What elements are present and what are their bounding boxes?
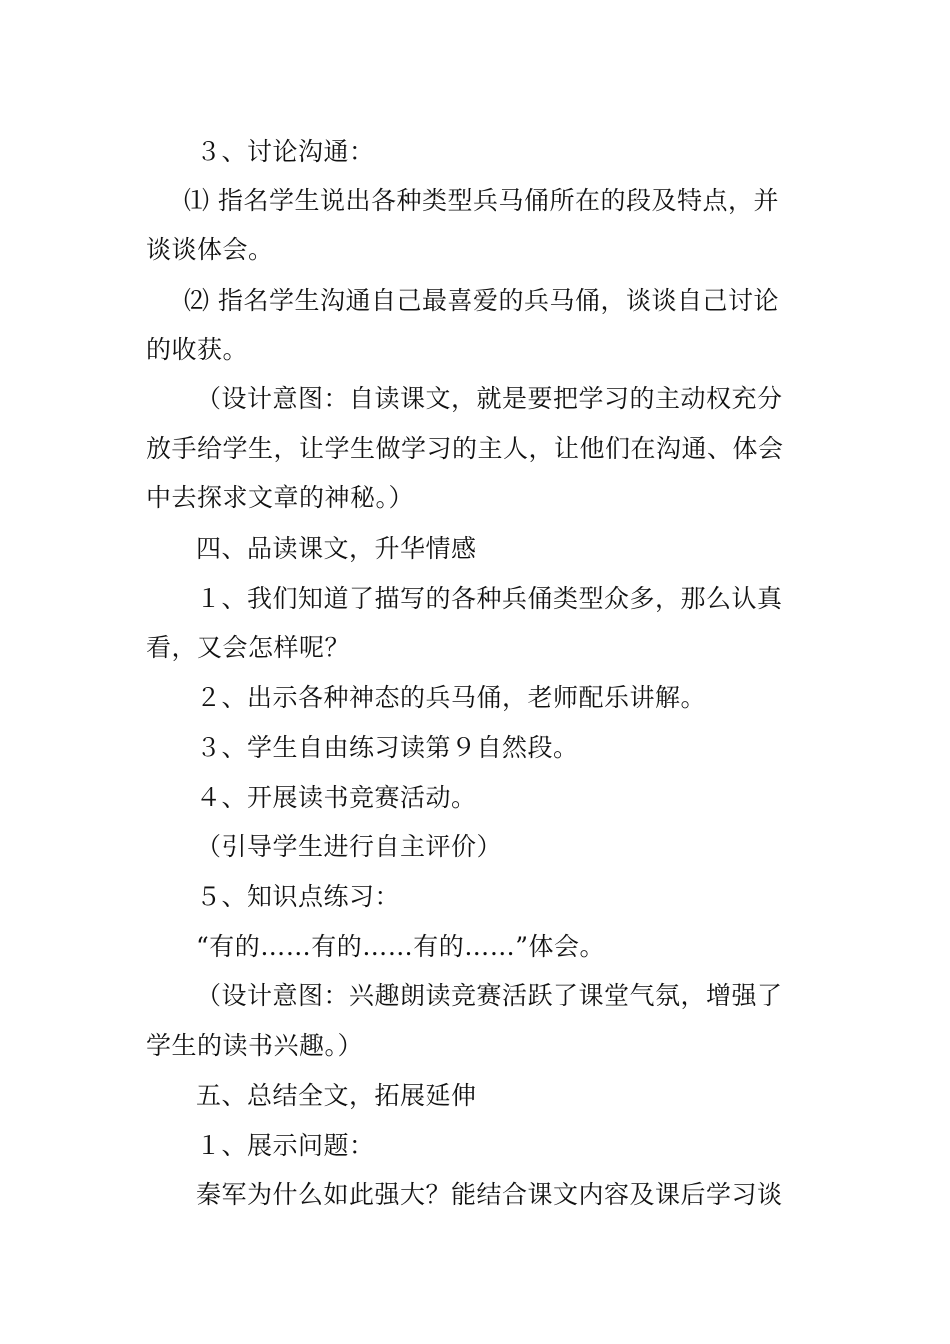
text-line: 谈谈体会。 (146, 235, 274, 264)
text-line: １、我们知道了描写的各种兵俑类型众多，那么认真 (196, 584, 783, 613)
text-line: ⑴ 指名学生说出各种类型兵马俑所在的段及特点，并 (184, 186, 779, 215)
text-line: １、展示问题： (196, 1131, 375, 1160)
text-line: （设计意图：自读课文，就是要把学习的主动权充分 (196, 384, 783, 413)
section-heading: 四、品读课文，升华情感 (196, 534, 477, 563)
text-line: 秦军为什么如此强大？能结合课文内容及课后学习谈 (196, 1180, 783, 1209)
text-line: 看，又会怎样呢？ (146, 633, 351, 662)
text-line: 的收获。 (146, 335, 249, 364)
text-line: ５、知识点练习： (196, 882, 401, 911)
text-line: （设计意图：兴趣朗读竞赛活跃了课堂气氛，增强了 (196, 981, 783, 1010)
text-line: ４、开展读书竞赛活动。 (196, 783, 477, 812)
text-line: ２、出示各种神态的兵马俑，老师配乐讲解。 (196, 683, 707, 712)
section-heading: 五、总结全文，拓展延伸 (196, 1081, 477, 1110)
text-line: 学生的读书兴趣。） (146, 1031, 364, 1060)
text-line: （引导学生进行自主评价） (196, 832, 503, 861)
text-line: 中去探求文章的神秘。） (146, 483, 415, 512)
text-line: 放手给学生，让学生做学习的主人，让他们在沟通、体会 (146, 434, 784, 463)
text-line: “有的……有的……有的……”体会。 (196, 932, 606, 961)
text-line: ３、讨论沟通： (196, 137, 375, 166)
text-line: ⑵ 指名学生沟通自己最喜爱的兵马俑，谈谈自己讨论 (184, 286, 779, 315)
text-line: ３、学生自由练习读第９自然段。 (196, 733, 579, 762)
